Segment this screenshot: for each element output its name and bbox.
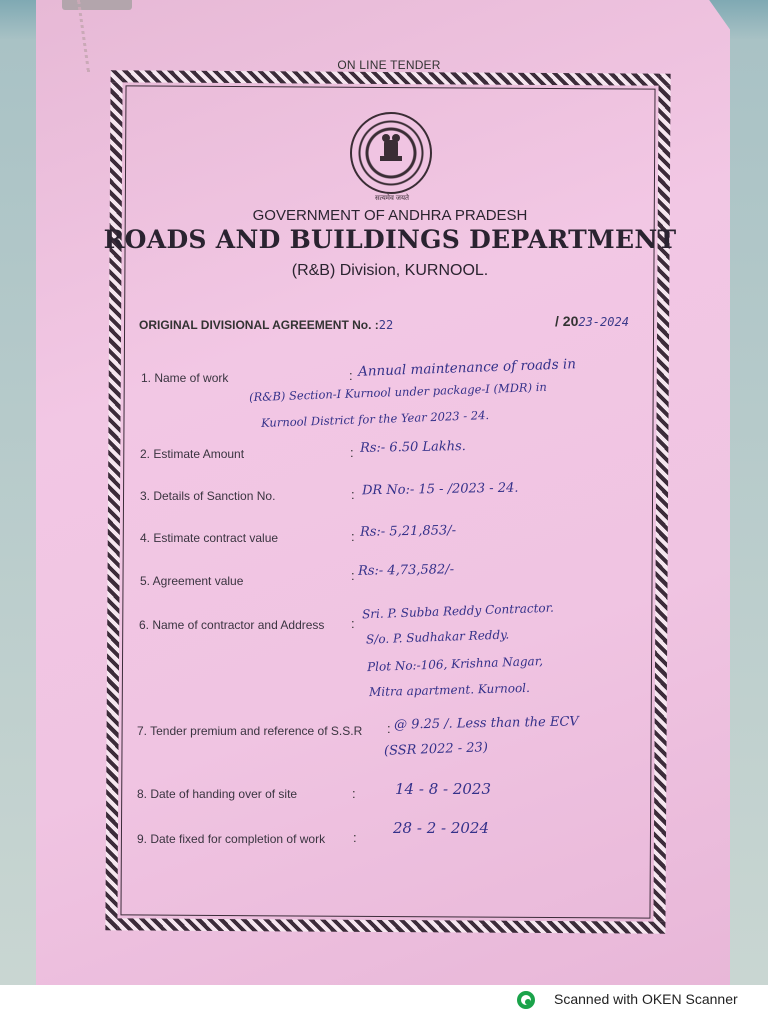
- agreement-number: [139, 318, 393, 332]
- row-6-colon: :: [351, 616, 355, 631]
- row-1-value-line-3: Kurnool District for the Year 2023 - 24.: [260, 408, 490, 430]
- row-7-value-line-2: (SSR 2022 - 23): [383, 740, 489, 759]
- row-9-value: 28 - 2 - 2024: [393, 819, 490, 837]
- row-1-value-line-2: (R&B) Section-I Kurnool under package-I (MDR) in: [248, 379, 548, 405]
- row-7-colon: :: [387, 721, 391, 736]
- row-9-colon: :: [353, 830, 357, 845]
- row-1-label: 1. Name of work: [141, 371, 229, 385]
- row-2-label: 2. Estimate Amount: [140, 447, 245, 461]
- emblem-caption: सत्यमेव जयते: [374, 195, 410, 202]
- year-suffix: 24: [614, 315, 629, 329]
- government-title: GOVERNMENT OF ANDHRA PRADESH: [252, 207, 528, 224]
- agreement-year: [555, 313, 629, 329]
- row-2-value: Rs:- 6.50 Lakhs.: [359, 439, 467, 456]
- row-6-value-line-1: Sri. P. Subba Reddy Contractor.: [361, 600, 555, 622]
- scanner-watermark: Scanned with OKEN Scanner: [554, 991, 738, 1007]
- row-3-label: 3. Details of Sanction No.: [140, 489, 276, 503]
- row-5-label: 5. Agreement value: [140, 574, 244, 588]
- year-prefix: / 20: [555, 313, 579, 329]
- row-2-colon: :: [350, 445, 354, 460]
- row-1-value-line-1: Annual maintenance of roads in: [357, 356, 577, 380]
- agreement-number-value: 22: [378, 318, 394, 332]
- row-6-value-line-3: Plot No:-106, Krishna Nagar,: [366, 653, 544, 675]
- row-6-value-line-2: S/o. P. Sudhakar Reddy.: [365, 627, 510, 647]
- row-3-value: DR No:- 15 - /2023 - 24.: [361, 480, 519, 499]
- row-8-label: 8. Date of handing over of site: [137, 787, 298, 801]
- row-7-label: 7. Tender premium and reference of S.S.R: [137, 724, 363, 738]
- emblem-lion-capital-icon: [350, 112, 432, 194]
- row-7-value-line-1: @ 9.25 /. Less than the ECV: [393, 714, 579, 733]
- scanner-logo-icon: [517, 991, 535, 1009]
- row-8-value: 14 - 8 - 2023: [395, 780, 492, 798]
- online-tender-label: ON LINE TENDER: [337, 58, 441, 72]
- division-title: (R&B) Division, KURNOOL.: [291, 262, 489, 279]
- row-5-colon: :: [351, 568, 355, 583]
- row-4-value: Rs:- 5,21,853/-: [359, 523, 457, 540]
- year-hand: 23-20: [578, 315, 615, 329]
- row-6-label: 6. Name of contractor and Address: [139, 618, 325, 632]
- row-6-value-line-4: Mitra apartment. Kurnool.: [368, 680, 531, 700]
- row-4-label: 4. Estimate contract value: [140, 531, 279, 545]
- row-5-value: Rs:- 4,73,582/-: [357, 562, 455, 579]
- agreement-label: ORIGINAL DIVISIONAL AGREEMENT No. :: [139, 318, 379, 332]
- row-3-colon: :: [351, 487, 355, 502]
- row-9-label: 9. Date fixed for completion of work: [137, 832, 326, 846]
- row-8-colon: :: [352, 786, 356, 801]
- row-4-colon: :: [351, 529, 355, 544]
- department-title: ROADS AND BUILDINGS DEPARTMENT: [103, 225, 677, 254]
- row-1-colon: :: [349, 368, 353, 383]
